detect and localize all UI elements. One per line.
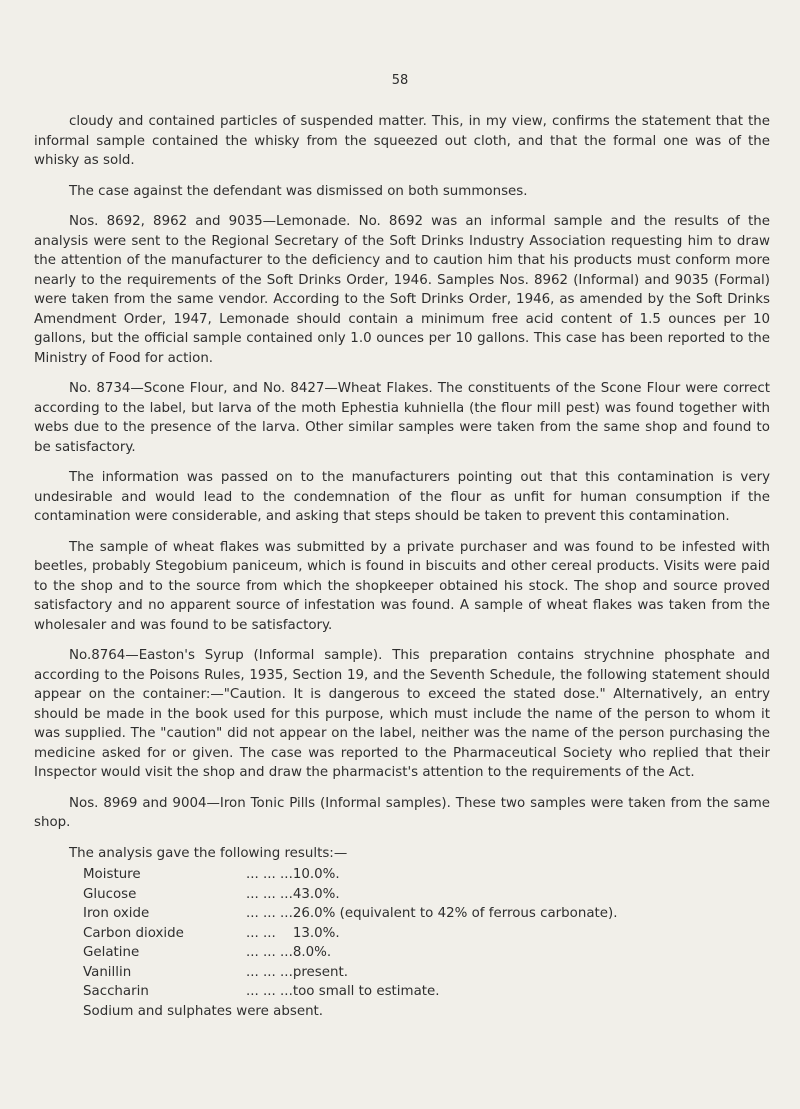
result-value: 8.0%. xyxy=(292,945,332,960)
result-value: 26.0% (equivalent to 42% of ferrous carbonate). xyxy=(292,906,618,921)
page-number: 58 xyxy=(391,73,409,88)
results-footer: Sodium and sulphates were absent. xyxy=(83,1003,324,1019)
paragraph: No.8764—Easton's Syrup (Informal sample). This preparation contains strychnine phosphate and according to the Poisons Rules, 1935, Section 19, and the Seventh Schedule, the following statement should appear on the container:—"Caution. It is dangerous to exceed the stated dose." Alternatively, an entry should be made in the book used for this purpose, which must include the name of the person to whom it was supplied. The "caution" did not appear on the label, neither was the name of the person purchasing the medicine asked for or given. The case was reported to the Pharmaceutical Society who replied that their Inspector would visit the shop and draw the pharmacist's attention to the requirements of the Act. xyxy=(34,648,770,780)
result-leader: ... ... ... xyxy=(246,867,293,882)
paragraph: No. 8734—Scone Flour, and No. 8427—Wheat Flakes. The constituents of the Scone Flour were correct according to the label, but larva of the moth Ephestia kuhniella (the flour mill pest) was found together with webs due to the presence of the larva. Other similar samples were taken from the same shop and found to be satisfactory. xyxy=(34,381,770,455)
table-row xyxy=(83,885,618,905)
result-label: Carbon dioxide xyxy=(83,925,184,941)
result-label: Saccharin xyxy=(83,984,149,999)
paragraph: cloudy and contained particles of suspended matter. This, in my view, confirms the statement that the informal sample contained the whisky from the squeezed out cloth, and that the formal one was of the whisky as sold. xyxy=(34,114,770,168)
table-row xyxy=(83,963,618,983)
result-label: Vanillin xyxy=(83,964,132,980)
result-leader: ... ... ... xyxy=(246,964,293,980)
results-intro: The analysis gave the following results:— xyxy=(69,845,348,861)
table-row xyxy=(83,924,618,944)
result-label: Moisture xyxy=(83,867,141,882)
paragraph: The sample of wheat flakes was submitted by a private purchaser and was found to be infested with beetles, probably Stegobium paniceum, which is found in biscuits and other cereal products. Visits were paid to the shop and to the source from which the shopkeeper obtained his stock. The shop and source proved satisfactory and no apparent source of infestation was found. A sample of wheat flakes was taken from the wholesaler and was found to be satisfactory. xyxy=(34,539,770,633)
result-label: Glucose xyxy=(83,886,137,902)
result-label: Gelatine xyxy=(83,945,140,960)
paragraph: Nos. 8969 and 9004—Iron Tonic Pills (Informal samples). These two samples were taken from the same shop. xyxy=(34,795,770,830)
table-row xyxy=(83,943,618,963)
result-leader: ... ... xyxy=(246,925,276,941)
paragraph: Nos. 8692, 8962 and 9035—Lemonade. No. 8692 was an informal sample and the results of the analysis were sent to the Regional Secretary of the Soft Drinks Industry Association requesting him to draw the attention of the manufacturer to the deficiency and to caution him that his products must conform more nearly to the requirements of the Soft Drinks Order, 1946. Samples Nos. 8962 (Informal) and 9035 (Formal) were taken from the same vendor. According to the Soft Drinks Order, 1946, as amended by the Soft Drinks Amendment Order, 1947, Lemonade should contain a minimum free acid content of 1.5 ounces per 10 gallons, but the official sample contained only 1.0 ounces per 10 gallons. This case has been reported to the Ministry of Food for action. xyxy=(34,214,770,366)
result-leader: ... ... ... xyxy=(246,945,293,960)
result-label: Iron oxide xyxy=(83,906,150,921)
table-row xyxy=(83,865,618,885)
document-body xyxy=(34,112,770,1021)
result-leader: ... ... ... xyxy=(246,886,293,902)
table-row xyxy=(83,904,618,924)
result-value: 10.0%. xyxy=(292,867,340,882)
result-value: too small to estimate. xyxy=(292,984,440,999)
paragraph: The information was passed on to the manufacturers pointing out that this contamination is very undesirable and would lead to the condemnation of the flour as unfit for human consumption if the contamination were considerable, and asking that steps should be taken to prevent this contamination. xyxy=(34,470,770,524)
result-value: 13.0%. xyxy=(292,925,340,941)
table-row xyxy=(83,982,618,1002)
paragraph: The case against the defendant was dismissed on both summonses. xyxy=(69,183,528,199)
result-leader: ... ... ... xyxy=(246,984,293,999)
results-table xyxy=(83,865,618,1002)
result-value: 43.0%. xyxy=(292,886,340,902)
result-value: present. xyxy=(292,964,348,980)
result-leader: ... ... ... xyxy=(246,906,293,921)
